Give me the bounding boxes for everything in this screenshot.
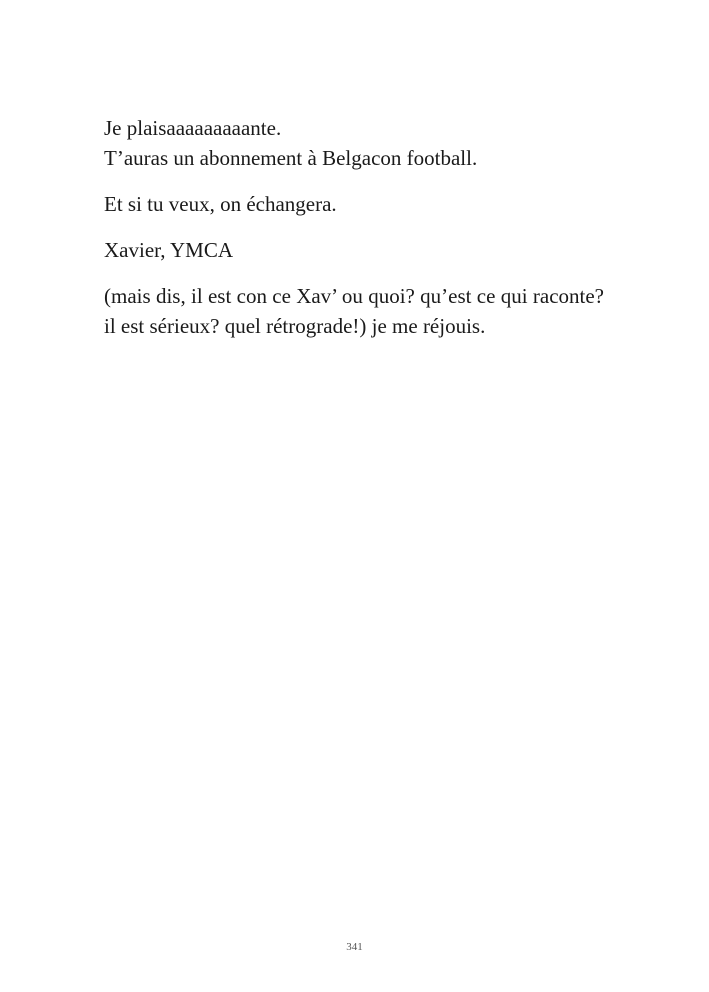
- page-number: 341: [346, 941, 363, 953]
- text-line: T’auras un abonnement à Belgacon football.: [104, 146, 478, 170]
- paragraph-signature: Xavier, YMCA: [104, 238, 234, 262]
- paragraph-aside: (mais dis, il est con ce Xav’ ou quoi? qu’est ce qui raconte? il est sérieux? quel rétrograde!) je me réjouis.: [104, 284, 604, 338]
- paragraph-joke: [104, 113, 604, 173]
- text-line: Je plaisaaaaaaaaante.: [104, 116, 282, 140]
- paragraph-exchange: Et si tu veux, on échangera.: [104, 192, 337, 216]
- page-body: [104, 113, 604, 357]
